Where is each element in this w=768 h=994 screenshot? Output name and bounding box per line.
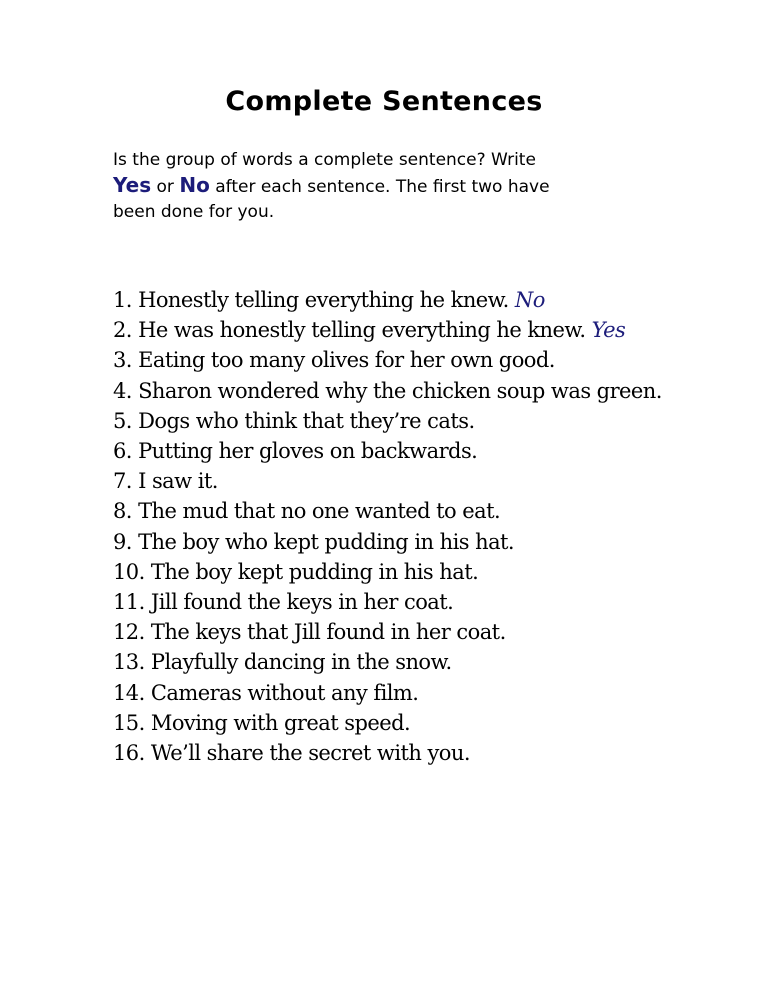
sentence-text: Sharon wondered why the chicken soup was green. — [138, 378, 662, 403]
sentence-item — [113, 617, 753, 647]
sentence-number: 10. — [113, 559, 145, 584]
sentence-text: Eating too many olives for her own good. — [138, 348, 555, 373]
instructions-line2: after each sentence. The first two have — [215, 177, 550, 197]
sentence-number: 11. — [113, 590, 145, 615]
sentence-item — [113, 527, 753, 557]
sentence-number: 16. — [113, 741, 145, 766]
sentence-item — [113, 708, 753, 738]
sentence-number: 12. — [113, 620, 145, 645]
sentence-text: The boy who kept pudding in his hat. — [138, 529, 515, 554]
sentence-item — [113, 587, 753, 617]
sentence-item — [113, 285, 753, 315]
sentence-text: The mud that no one wanted to eat. — [138, 499, 501, 524]
sentence-number: 6. — [113, 439, 132, 464]
sentence-item — [113, 466, 753, 496]
sentence-text: He was honestly telling everything he knew. — [138, 318, 586, 343]
sentence-text: The keys that Jill found in her coat. — [150, 620, 506, 645]
sentence-list — [113, 285, 753, 768]
sentence-number: 14. — [113, 680, 145, 705]
sentence-item — [113, 738, 753, 768]
sentence-number: 1. — [113, 288, 132, 312]
sentence-item — [113, 496, 753, 526]
sentence-text: Playfully dancing in the snow. — [150, 650, 452, 675]
instructions — [113, 148, 673, 225]
sentence-text: Dogs who think that they’re cats. — [138, 408, 475, 433]
sentence-number: 3. — [113, 348, 132, 373]
sentence-number: 7. — [113, 469, 132, 494]
sentence-item — [113, 315, 753, 345]
sentence-item — [113, 647, 753, 677]
sentence-number: 5. — [113, 408, 132, 433]
sentence-item — [113, 406, 753, 436]
sentence-number: 13. — [113, 650, 145, 675]
sentence-item — [113, 376, 753, 406]
instructions-line1: Is the group of words a complete sentence? Write — [113, 150, 536, 170]
sentence-item — [113, 557, 753, 587]
no-keyword: No — [179, 173, 210, 197]
or-word: or — [156, 177, 174, 197]
sentence-item — [113, 345, 753, 375]
sentence-text: Jill found the keys in her coat. — [150, 590, 454, 615]
sentence-text: Cameras without any film. — [150, 680, 419, 705]
sentence-item — [113, 436, 753, 466]
sentence-text: Honestly telling everything he knew. — [138, 288, 509, 312]
sentence-text: We’ll share the secret with you. — [150, 741, 470, 766]
yes-keyword: Yes — [113, 173, 152, 197]
sentence-number: 8. — [113, 499, 132, 524]
sentence-answer: Yes — [591, 318, 626, 343]
instructions-line3: been done for you. — [113, 202, 275, 222]
sentence-item — [113, 678, 753, 708]
sentence-number: 9. — [113, 529, 132, 554]
page-title: Complete Sentences — [225, 86, 543, 117]
sentence-text: Putting her gloves on backwards. — [138, 439, 478, 464]
sentence-number: 15. — [113, 710, 145, 735]
sentence-text: The boy kept pudding in his hat. — [150, 559, 479, 584]
sentence-number: 4. — [113, 378, 132, 403]
sentence-text: Moving with great speed. — [150, 710, 411, 735]
sentence-number: 2. — [113, 318, 132, 343]
sentence-answer: No — [514, 288, 545, 312]
sentence-text: I saw it. — [138, 469, 218, 494]
